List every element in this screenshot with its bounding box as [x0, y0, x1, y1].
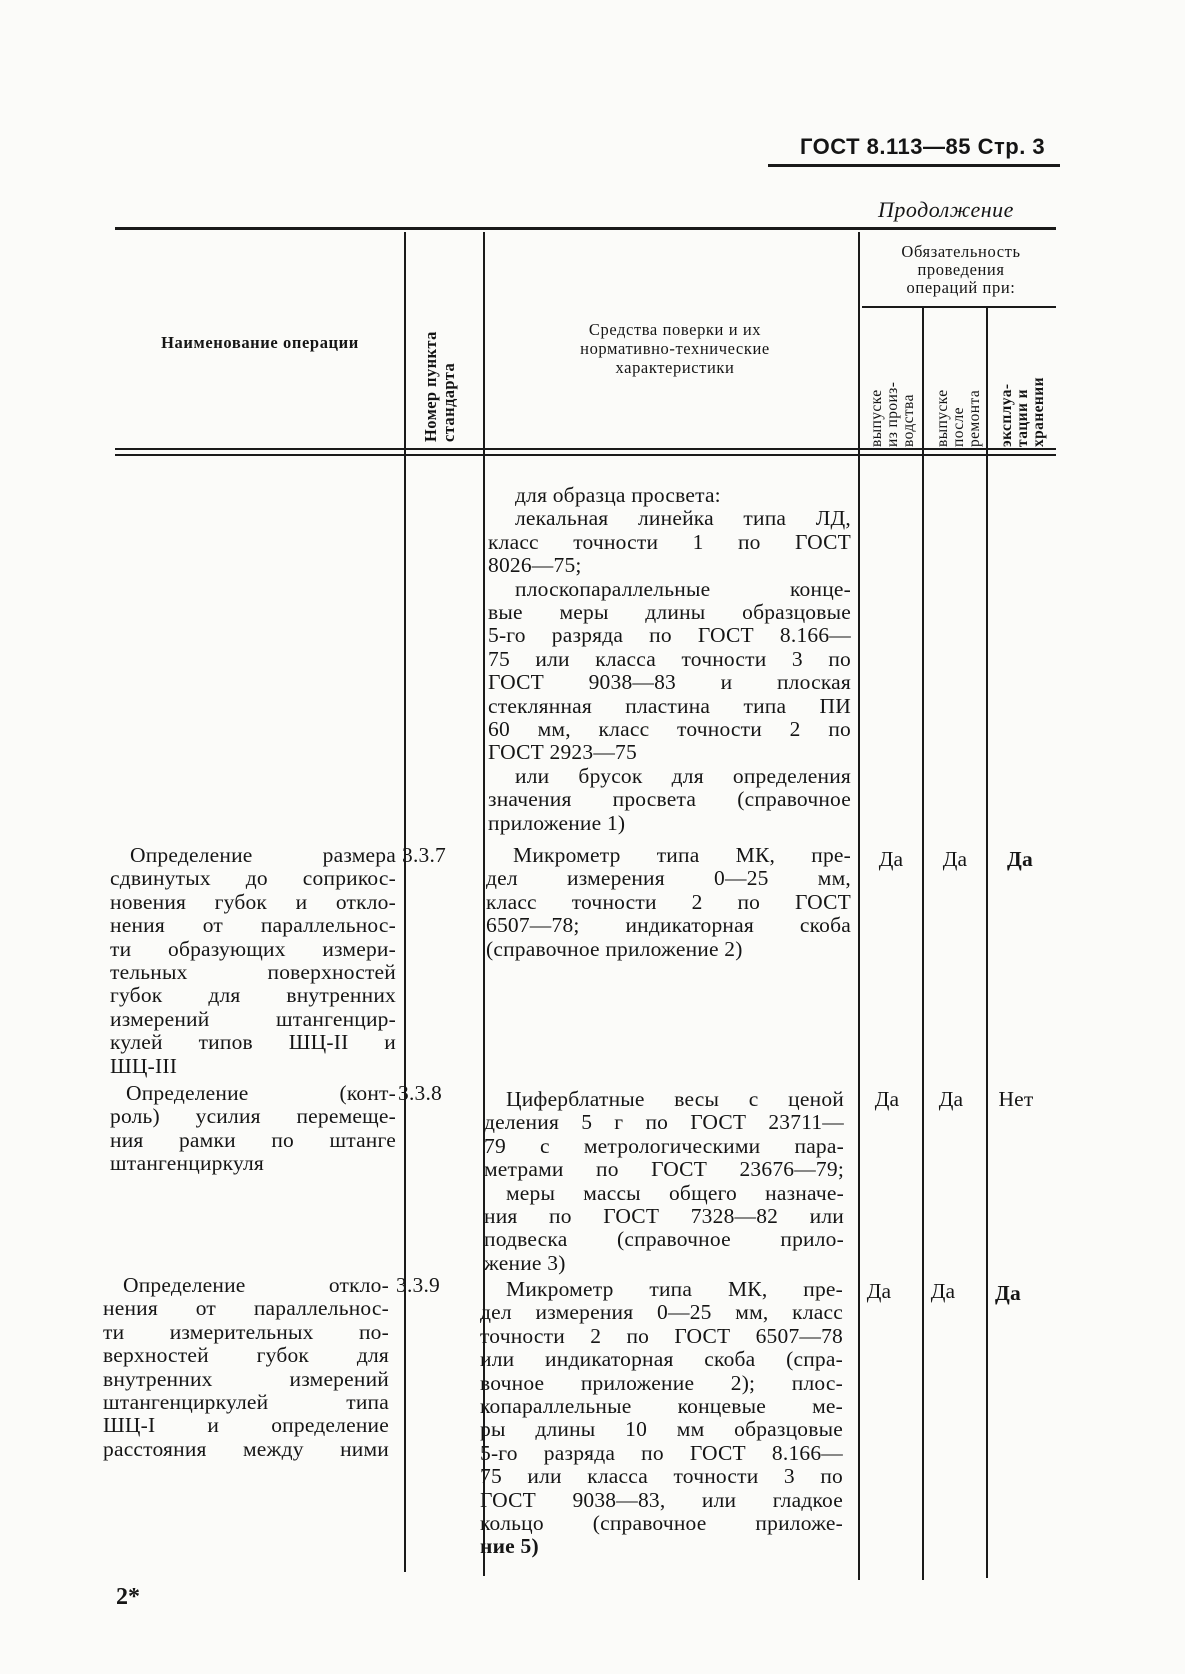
header-bottom-rule-2 [115, 454, 1056, 456]
required-at-release: Да [866, 1279, 892, 1303]
column-rule-4 [922, 306, 924, 1580]
column-header-clause-number: Номер пункта стандарта [421, 331, 458, 442]
continued-verification-means: для образца просвета: лекальная линейка типа ЛД, класс точности 1 по ГОСТ 8026—75; плоскопараллельные конце- вые меры длины образцовые 5-го разряда по ГОСТ 8.166— 75 или класса точности 3 по ГОСТ 9038—83 и плоская стеклянная пластина типа ПИ 60 мм, класс точности 2 по ГОСТ 2923—75 или брусок для определения значения просвета (справочное приложение 1) [488, 483, 851, 835]
column-header-required: Обязательность проведения операций при: [901, 242, 1021, 297]
column-rule-5 [986, 306, 988, 1578]
operation-name: Определение (конт- роль) усилия перемеще- ния рамки по штанге штангенциркуля [110, 1081, 396, 1176]
required-in-operation: Нет [998, 1087, 1034, 1111]
page-mark: 2* [116, 1584, 140, 1610]
column-header-operation-name: Наименование операции [161, 333, 359, 352]
required-after-repair: Да [938, 1087, 964, 1111]
required-at-release: Да [874, 1087, 900, 1111]
required-after-repair: Да [930, 1279, 956, 1303]
clause-number: 3.3.7 [402, 843, 446, 867]
subheader-release-from-production: выпуске из произ- водства [868, 381, 917, 447]
verification-means: Микрометр типа МК, пре- дел измерения 0—25 мм, класс точности 2 по ГОСТ 6507—78; индикаторная скоба (справочное приложение 2) [486, 843, 851, 961]
subheader-operation-and-storage: эксплуа- тации и хранении [998, 377, 1047, 447]
table-top-rule [115, 227, 1056, 230]
required-at-release: Да [878, 847, 904, 871]
column-rule-3 [858, 232, 860, 1580]
document-reference: ГОСТ 8.113—85 Стр. 3 [800, 134, 1046, 159]
column-header-verification-means: Средства поверки и их нормативно-технические характеристики [580, 320, 770, 377]
clause-number: 3.3.9 [396, 1273, 440, 1297]
operation-name: Определение откло- нения от параллельнос- ти измерительных по- верхностей губок для внутренних измерений штангенциркулей типа ШЦ-I и определение расстояния между ними [103, 1273, 389, 1461]
verification-means: Циферблатные весы с ценой деления 5 г по ГОСТ 23711— 79 с метрологическими пара- метрами по ГОСТ 23676—79; меры массы общего назначе- ния по ГОСТ 7328—82 или подвеска (справочное прило- жение 3) [484, 1087, 844, 1275]
subheader-release-after-repair: выпуске после ремонта [934, 389, 983, 447]
header-rule [768, 164, 1060, 167]
continuation-label: Продолжение [878, 197, 1014, 222]
required-in-operation: Да [995, 1281, 1021, 1305]
column-rule-1 [404, 232, 406, 1572]
required-after-repair: Да [942, 847, 968, 871]
operation-name: Определение размера сдвинутых до соприкос- новения губок и откло- нения от параллельнос- ти образующих измери- тельных поверхностей губок для внутренних измерений штангенцир- кулей типов ШЦ-II и ШЦ-III [110, 843, 396, 1078]
header-bottom-rule [115, 448, 1056, 450]
required-in-operation: Да [1007, 847, 1033, 871]
verification-means: Микрометр типа МК, пре- дел измерения 0—25 мм, класс точности 2 по ГОСТ 6507—78 или индикаторная скоба (спра- вочное приложение 2); плос- копараллельные концевые ме- ры длины 10 мм образцовые 5-го разряда по ГОСТ 8.166— 75 или класса точности 3 по ГОСТ 9038—83, или гладкое кольцо (справочное приложе- ние 5) [480, 1277, 843, 1559]
required-subheader-rule [862, 306, 1056, 308]
clause-number: 3.3.8 [398, 1081, 442, 1105]
